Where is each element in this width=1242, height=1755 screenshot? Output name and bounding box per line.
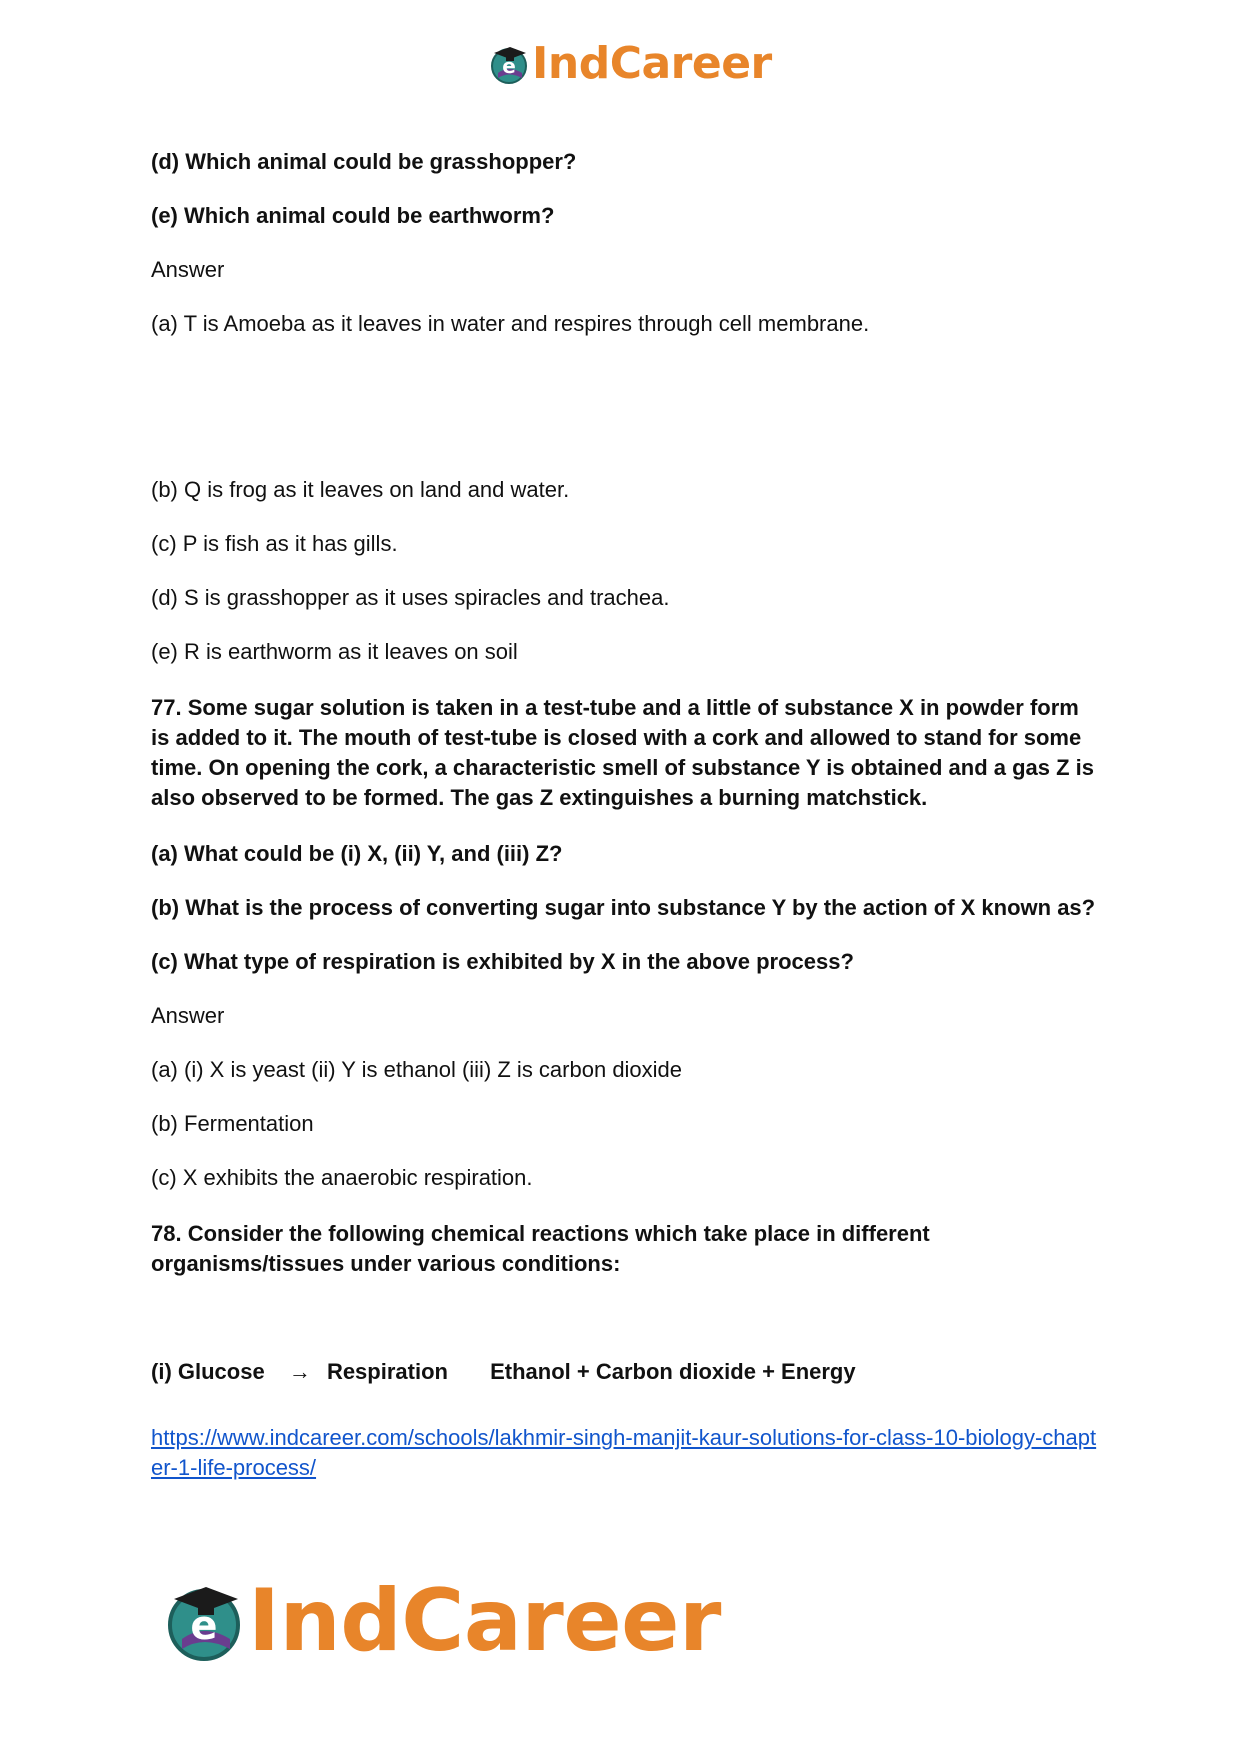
graduation-globe-icon bbox=[488, 43, 530, 85]
svg-text:e: e bbox=[502, 54, 516, 78]
arrow-icon: → bbox=[288, 1359, 311, 1384]
question-77-b: (b) What is the process of converting sugar into substance Y by the action of X known as? bbox=[151, 895, 1096, 920]
source-link[interactable]: https://www.indcareer.com/schools/lakhmir-singh-manjit-kaur-solutions-for-class-10-biology-chapter-1-life-process/ bbox=[151, 1425, 1097, 1480]
brand-name: IndCareer bbox=[532, 38, 772, 89]
question-77: 77. Some sugar solution is taken in a test-tube and a little of substance X in powder form is added to it. The mouth of test-tube is closed with a cork and allowed to stand for some time. On opening the cork, a characteristic smell of substance Y is obtained and a gas Z is also observed to be formed. The gas Z extinguishes a burning matchstick. bbox=[151, 695, 1095, 810]
question-78: 78. Consider the following chemical reactions which take place in different organisms/tissues under various conditions: bbox=[151, 1221, 930, 1276]
reaction-products: Ethanol + Carbon dioxide + Energy bbox=[490, 1359, 856, 1384]
graduation-globe-icon bbox=[162, 1579, 246, 1663]
answer-77-a: (a) (i) X is yeast (ii) Y is ethanol (iii) Z is carbon dioxide bbox=[151, 1057, 683, 1082]
reaction-condition: Respiration bbox=[326, 1359, 448, 1384]
answer-77-b: (b) Fermentation bbox=[151, 1111, 314, 1136]
question-77-c: (c) What type of respiration is exhibited by X in the above process? bbox=[151, 949, 854, 974]
answer-label: Answer bbox=[151, 1003, 225, 1028]
brand-name: IndCareer bbox=[248, 1571, 721, 1671]
header-logo bbox=[488, 38, 772, 89]
question-d: (d) Which animal could be grasshopper? bbox=[151, 149, 577, 174]
svg-text:e: e bbox=[190, 1603, 218, 1649]
answer-label: Answer bbox=[151, 257, 225, 282]
answer-d: (d) S is grasshopper as it uses spiracles and trachea. bbox=[151, 585, 670, 610]
page-content bbox=[151, 147, 1101, 1483]
reaction-equation bbox=[151, 1357, 1101, 1387]
answer-a: (a) T is Amoeba as it leaves in water and respires through cell membrane. bbox=[151, 311, 870, 336]
question-e: (e) Which animal could be earthworm? bbox=[151, 203, 555, 228]
reactant: (i) Glucose bbox=[151, 1359, 265, 1384]
answer-b: (b) Q is frog as it leaves on land and water. bbox=[151, 477, 570, 502]
question-77-a: (a) What could be (i) X, (ii) Y, and (iii) Z? bbox=[151, 841, 563, 866]
answer-77-c: (c) X exhibits the anaerobic respiration. bbox=[151, 1165, 533, 1190]
footer-logo bbox=[162, 1571, 721, 1671]
answer-c: (c) P is fish as it has gills. bbox=[151, 531, 398, 556]
answer-e: (e) R is earthworm as it leaves on soil bbox=[151, 639, 518, 664]
